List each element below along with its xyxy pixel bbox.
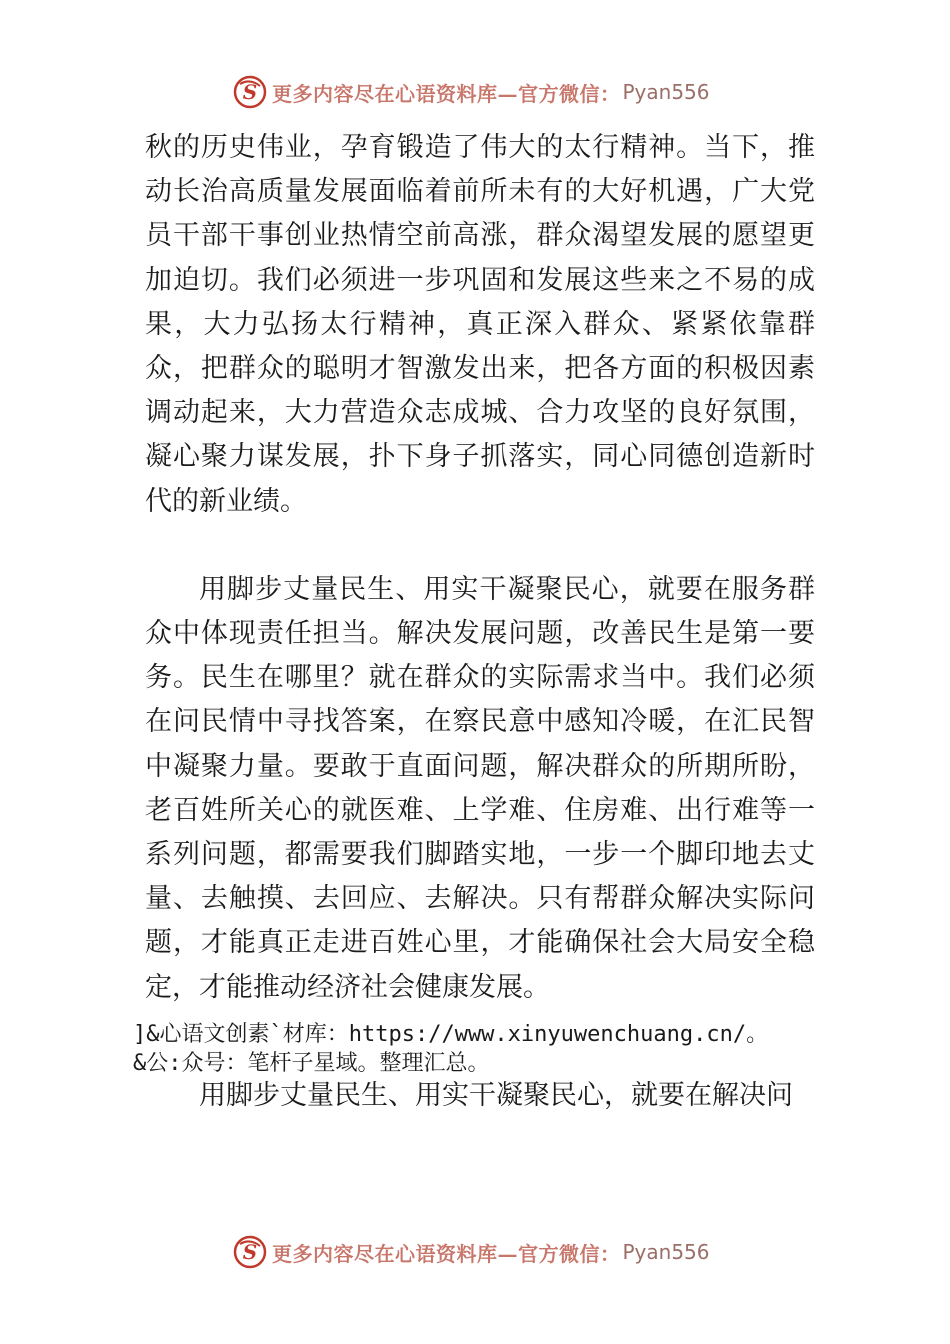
banner-wechat-id: Pyan556: [622, 1240, 710, 1264]
paragraph-gap: [145, 524, 815, 568]
header-banner: [232, 72, 710, 112]
seal-logo-icon: [232, 74, 268, 110]
banner-wechat-id: Pyan556: [622, 80, 710, 104]
watermark-line: ]&心语文创素`材库：https://www.xinyuwenchuang.cn/。: [133, 1022, 769, 1047]
paragraph-start: 用脚步丈量民生、用实干凝聚民心，就要在解决问: [199, 1080, 793, 1111]
seal-logo-icon: [232, 1234, 268, 1270]
watermark-line: &公:众号：笔杆子星域。整理汇总。: [133, 1051, 490, 1076]
banner-text: 更多内容尽在心语资料库—官方微信：: [272, 1241, 621, 1266]
document-body: [145, 126, 815, 1010]
paragraph: 用脚步丈量民生、用实干凝聚民心，就要在服务群众中体现责任担当。解决发展问题，改善民生是第一要务。民生在哪里？就在群众的实际需求当中。我们必须在问民情中寻找答案，在察民意中感知冷暖，在汇民智中凝聚力量。要敢于直面问题，解决群众的所期所盼，老百姓所关心的就医难、上学难、住房难、出行难等一系列问题，都需要我们脚踏实地，一步一个脚印地去丈量、去触摸、去回应、去解决。只有帮群众解决实际问题，才能真正走进百姓心里，才能确保社会大局安全稳定，才能推动经济社会健康发展。: [145, 573, 815, 1003]
footer-banner: [232, 1232, 710, 1272]
paragraph-continued: 秋的历史伟业，孕育锻造了伟大的太行精神。当下，推动长治高质量发展面临着前所未有的大好机遇，广大党员干部干事创业热情空前高涨，群众渴望发展的愿望更加迫切。我们必须进一步巩固和发展这些来之不易的成果，大力弘扬太行精神，真正深入群众、紧紧依靠群众，把群众的聪明才智激发出来，把各方面的积极因素调动起来，大力营造众志成城、合力攻坚的良好氛围，凝心聚力谋发展，扑下身子抓落实，同心同德创造新时代的新业绩。: [145, 132, 815, 517]
banner-text: 更多内容尽在心语资料库—官方微信：: [272, 81, 621, 106]
svg-text:S: S: [242, 1240, 258, 1264]
svg-text:S: S: [242, 80, 258, 104]
